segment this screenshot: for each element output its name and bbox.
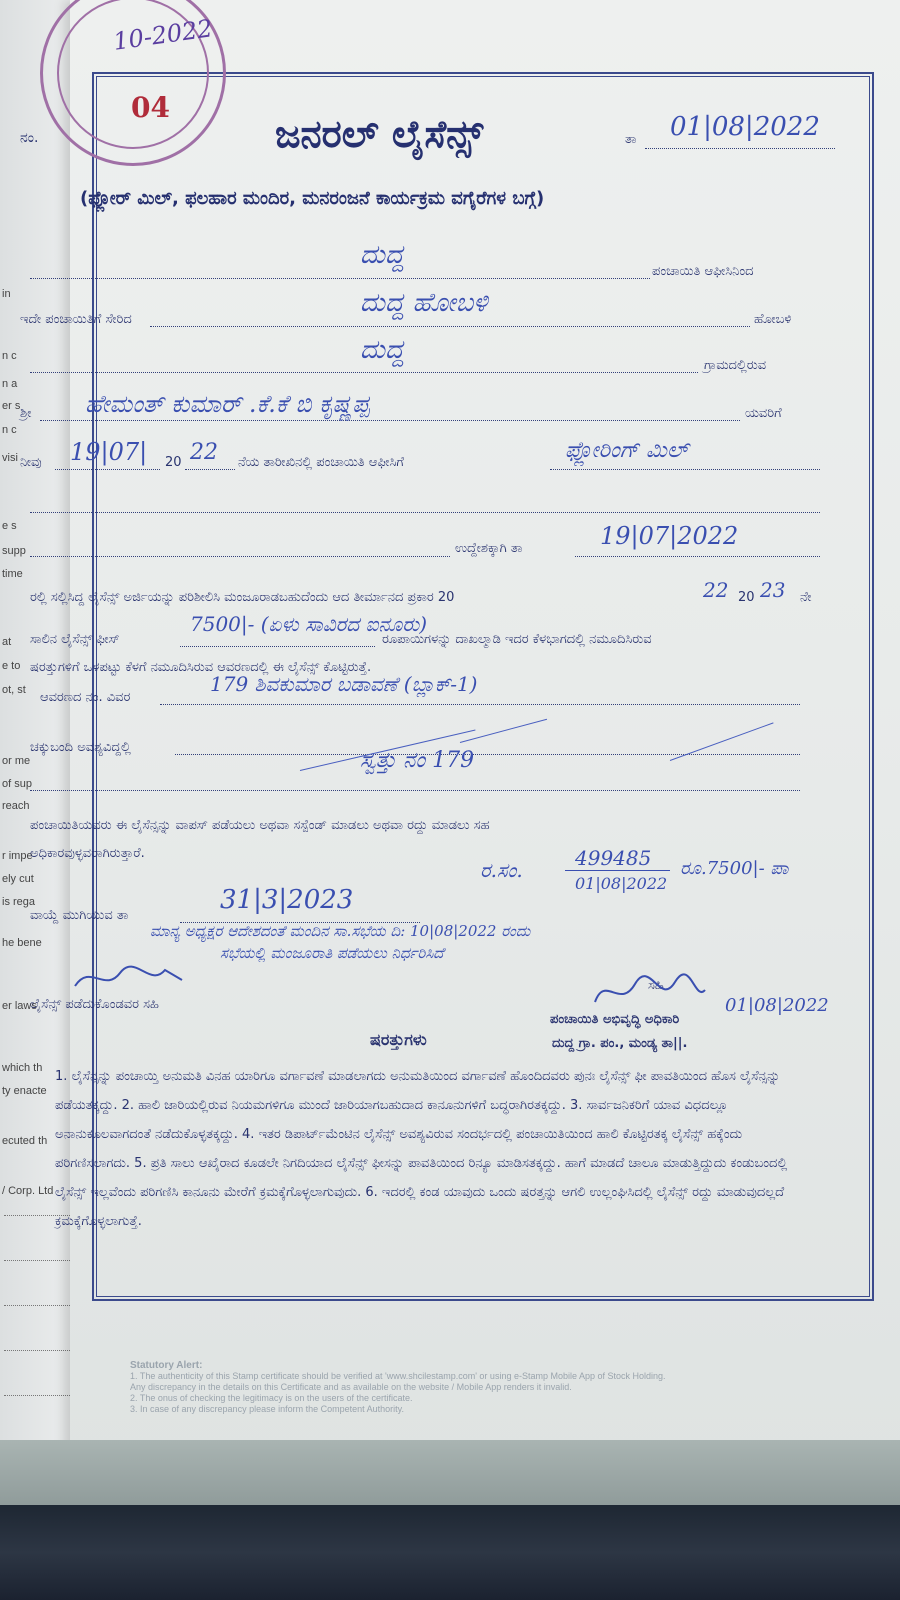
receipt-amount: ರೂ.7500|- ಪಾ xyxy=(680,858,789,879)
left-dotted-line xyxy=(4,1395,74,1396)
panchayat-label: ಪಂಚಾಯಿತಿ ಆಫೀಸಿನಿಂದ xyxy=(652,264,754,279)
holder-sign-label: ಲೈಸೆನ್ಸ್ ಪಡೆದುಕೊಂಡವರ ಸಹಿ xyxy=(30,997,159,1012)
left-fragment: reach xyxy=(2,800,30,812)
receipt-number: 499485 xyxy=(575,846,652,870)
council-note-line-1: ಮಾನ್ಯ ಅಧ್ಯಕ್ಷರ ಆದೇಶದಂತೆ ಮಂದಿನ ಸಾ.ಸಭೆಯ ದಿ: 10|08|2022 ರಂದು xyxy=(150,922,531,940)
officer-signature xyxy=(590,972,710,1012)
panchayat-value: ದುದ್ದ xyxy=(360,240,405,270)
statutory-line: 1. The authenticity of this Stamp certificate should be verified at 'www.shcilestamp.com' or using e-Stamp Mobile App of Stock Holding. xyxy=(130,1371,666,1381)
applicant-name: ಹೇಮಂತ್ ಕುಮಾರ್ .ಕೆ.ಕೆ ಬಿ ಕೃಷ್ಣಪ್ಪ xyxy=(85,390,370,418)
conditions-text: ಷರತ್ತುಗಳಿಗೆ ಒಳಪಟ್ಟು ಕೆಳಗೆ ನಮೂದಿಸಿರುವ ಆವರಣದಲ್ಲಿ ಈ ಲೈಸೆನ್ಸ್ ಕೊಟ್ಟಿರುತ್ತೆ. xyxy=(30,660,372,675)
region-value: ದುದ್ದ ಹೋಬಳಿ xyxy=(360,288,488,318)
left-fragment: er laws xyxy=(2,1000,37,1012)
para1-text: ರಲ್ಲಿ ಸಲ್ಲಿಸಿದ್ದ ಲೈಸೆನ್ಸ್ ಅರ್ಜಿಯನ್ನು ಪರಿಶೀಲಿಸಿ ಮಂಜೂರಾಡಬಹುದೆಂದು ಆದ ತೀರ್ಮಾನದ ಪ್ರಕಾರ 20 xyxy=(30,590,455,605)
year-to: 23 xyxy=(760,578,786,602)
premises-value: 179 ಶಿವಕುಮಾರ ಬಡಾವಣೆ (ಬ್ಲಾಕ್-1) xyxy=(210,672,478,696)
fee-line xyxy=(180,646,375,647)
purpose-date: 19|07|2022 xyxy=(600,522,739,550)
purpose-label: ಉದ್ದೇಶಕ್ಕಾಗಿ ತಾ xyxy=(455,541,523,556)
left-fragment: ely cut xyxy=(2,873,34,885)
boundary-line-2 xyxy=(30,790,800,791)
year-from: 22 xyxy=(703,578,729,602)
to-label: ಯವರಿಗೆ xyxy=(745,406,782,421)
expiry-label: ವಾಯ್ದೆ ಮುಗಿಯುವ ತಾ xyxy=(30,908,129,923)
left-fragment: supp xyxy=(2,545,26,557)
year-prefix: 20 xyxy=(165,455,182,470)
village-label: ಗ್ರಾಮದಲ್ಲಿರುವ xyxy=(704,358,767,373)
date-line xyxy=(645,148,835,149)
left-fragment: ot, st xyxy=(2,684,26,696)
fee-prefix: ಸಾಲಿನ ಲೈಸೆನ್ಸ್ ಫೀಸ್ xyxy=(30,632,120,647)
document-subtitle: (ಫ್ಲೋರ್ ಮಿಲ್, ಫಲಹಾರ ಮಂದಿರ, ಮನರಂಜನೆ ಕಾರ್ಯಕ್ರಮ ವಗೈರೆಗಳ ಬಗ್ಗೆ) xyxy=(80,188,545,209)
statutory-alert xyxy=(130,1360,666,1415)
receipt-label: ರ.ಸಂ. xyxy=(480,858,523,882)
statutory-title: Statutory Alert: xyxy=(130,1360,203,1371)
blank-line xyxy=(30,512,820,513)
app-year-line xyxy=(185,469,235,470)
conditions-heading: ಷರತ್ತುಗಳು xyxy=(370,1030,427,1049)
left-fragment: n c xyxy=(2,350,17,362)
village-value: ದುದ್ದ xyxy=(360,335,405,365)
left-fragment: at xyxy=(2,636,12,648)
left-fragment: e s xyxy=(2,520,17,532)
left-fragment: ty enacte xyxy=(2,1085,47,1097)
background-cloth xyxy=(0,1505,900,1600)
app-date-line xyxy=(55,469,160,470)
officer-title: ಪಂಚಾಯಿತಿ ಅಭಿವೃದ್ಧಿ ಅಧಿಕಾರಿ xyxy=(550,1012,680,1027)
receipt-divider xyxy=(565,870,670,871)
officer-office: ದುದ್ದ ಗ್ರಾ. ಪಂ., ಮಂಡ್ಯ ತಾ||. xyxy=(552,1036,688,1051)
left-fragment: r impe xyxy=(2,850,33,862)
shri-label: ಶ್ರೀ xyxy=(20,406,32,421)
application-year: 22 xyxy=(190,440,218,465)
conditions-body: 1. ಲೈಸೆನ್ಸನ್ನು ಪಂಚಾಯ್ತಿ ಅನುಮತಿ ವಿನಹ ಯಾರಿಗೂ ವರ್ಗಾವಣೆ ಮಾಡಲಾಗದು ಅನುಮತಿಯಿಂದ ವರ್ಗಾವಣೆ ಹೊಂದಿದವರು ಪುನಃ ಲೈಸೆನ್ಸ್ ಫೀ ಪಾವತಿಯಿಂದ ಹೊಸ ಲೈಸೆನ್ಸನ್ನು ಪಡೆಯತಕ್ಕದ್ದು. 2. ಹಾಲಿ ಜಾರಿಯಲ್ಲಿರುವ ನಿಯಮಗಳಿಗೂ ಮುಂದೆ ಜಾರಿಯಾಗಬಹುದಾದ ಕಾನೂನುಗಳಿಗೆ ಬದ್ಧರಾಗಿರತಕ್ಕದ್ದು. 3. ಸಾರ್ವಜನಿಕರಿಗೆ ಯಾವ ವಿಧದಲ್ಲೂ ಅನಾನುಕೂಲವಾಗದಂತೆ ನಡೆದುಕೊಳ್ಳತಕ್ಕದ್ದು. 4. ಇತರ ಡಿಪಾರ್ಟ್‌ಮೆಂಟಿನ ಲೈಸೆನ್ಸ್ ಅವಶ್ಯವಿರುವ ಸಂದರ್ಭದಲ್ಲಿ ಪಂಚಾಯಿತಿಯಿಂದ ಹಾಲಿ ಕೊಟ್ಟಿರತಕ್ಕ ಲೈಸೆನ್ಸ್ ಹಕ್ಕೆಂದು ಪರಿಗಣಿಸಲಾಗದು. 5. ಪ್ರತಿ ಸಾಲು ಆಖೈರಾದ ಕೂಡಲೇ ನಿಗದಿಯಾದ ಲೈಸೆನ್ಸ್ ಫೀಸನ್ನು ಪಾವತಿಯಿಂದ ರಿನ್ಯೂ ಮಾಡಿಸತಕ್ಕದ್ದು. ಹಾಗೆ ಮಾಡದೆ ಚಾಲೂ ಮಾಡುತ್ತಿದ್ದುದು ಕಂಡುಬಂದಲ್ಲಿ ಲೈಸೆನ್ಸ್ ಇಲ್ಲವೆಂದು ಪರಿಗಣಿಸಿ ಕಾನೂನು ಮೇರೆಗೆ ಕ್ರಮಕ್ಕೆಗೊಳ್ಳಲಾಗುವುದು. 6. ಇದರಲ್ಲಿ ಕಂಡ ಯಾವುದು ಒಂದು ಷರತ್ತನ್ನು ಆಗಲಿ ಉಲ್ಲಂಘಿಸಿದಲ್ಲಿ ಲೈಸೆನ್ಸ್ ರದ್ದು ಮಾಡುವುದಲ್ಲದೆ ಕ್ರಮಕ್ಕೆಗೊಳ್ಳಲಾಗುತ್ತೆ. xyxy=(55,1069,788,1229)
you-label: ನೀವು xyxy=(20,455,42,470)
statutory-line: Any discrepancy in the details on this Certificate and as available on the website / Mobile App renders it invalid. xyxy=(130,1382,572,1392)
authority-text-2: ಅಧಿಕಾರವುಳ್ಳವರಾಗಿರುತ್ತಾರೆ. xyxy=(30,846,145,861)
left-dotted-line xyxy=(4,1260,74,1261)
left-fragment: or me xyxy=(2,755,31,767)
officer-sign-date: 01|08|2022 xyxy=(725,995,829,1016)
issue-date: 01|08|2022 xyxy=(670,112,820,142)
left-dotted-line xyxy=(4,1305,74,1306)
year-to-prefix: 20 xyxy=(738,590,755,605)
region-line xyxy=(150,326,750,327)
boundary-line xyxy=(175,754,800,755)
statutory-line: 3. In case of any discrepancy please inform the Competent Authority. xyxy=(130,1404,404,1414)
stamp-date: 10-2022 xyxy=(111,14,215,56)
boundary-label: ಚಕ್ಕುಬಂದಿ ಅವಶ್ಯವಿದ್ದಲ್ಲಿ xyxy=(30,740,131,755)
panchayat-line xyxy=(30,278,650,279)
document-title: ಜನರಲ್ ಲೈಸೆನ್ಸ್ xyxy=(275,112,484,156)
left-fragment: time xyxy=(2,568,23,580)
left-fragment: / Corp. Ltd xyxy=(2,1185,54,1197)
expiry-date: 31|3|2023 xyxy=(220,885,354,915)
holder-signature xyxy=(70,958,190,998)
number-label: ನಂ. xyxy=(20,130,39,146)
blank-line xyxy=(30,556,450,557)
stamp-number: 04 xyxy=(131,91,170,124)
application-date: 19|07| xyxy=(70,438,148,466)
left-fragment: n c xyxy=(2,424,17,436)
name-line xyxy=(40,420,740,421)
survey-number: ಸ್ವತ್ತು ನಂ 179 xyxy=(360,748,475,773)
left-fragment: visi xyxy=(2,452,18,464)
village-line xyxy=(30,372,698,373)
left-dotted-line xyxy=(4,1350,74,1351)
premises-line xyxy=(160,704,800,705)
file-cover xyxy=(0,1440,900,1510)
purpose-date-line xyxy=(575,556,820,557)
left-fragment: in xyxy=(2,288,11,300)
sign-label: ಸಹಿ xyxy=(648,978,664,993)
purpose-value: ಫ್ಲೋರಿಂಗ್ ಮಿಲ್ xyxy=(565,438,689,463)
ne-suffix: ನೇ xyxy=(800,590,812,605)
purpose-line xyxy=(550,469,820,470)
date-label: ತಾ xyxy=(625,132,637,147)
council-note-line-2: ಸಭೆಯಲ್ಲಿ ಮಂಜೂರಾತಿ ಪಡೆಯಲು ನಿರ್ಧರಿಸಿದೆ xyxy=(220,944,444,962)
date-text: ನೆಯ ತಾರೀಖಿನಲ್ಲಿ ಪಂಚಾಯಿತಿ ಆಫೀಸಿಗೆ xyxy=(238,455,404,470)
left-fragment: n a xyxy=(2,378,18,390)
fee-value: 7500|- (ಏಳು ಸಾವಿರದ ಐನೂರು) xyxy=(190,612,428,636)
left-fragment: ecuted th xyxy=(2,1135,48,1147)
left-fragment: which th xyxy=(2,1062,43,1074)
authority-text: ಪಂಚಾಯಿತಿಯವರು ಈ ಲೈಸೆನ್ಸನ್ನು ವಾಪಸ್ ಪಡೆಯಲು ಅಥವಾ ಸಸ್ಪೆಂಡ್ ಮಾಡಲು ಅಥವಾ ರದ್ದು ಮಾಡಲು ಸಹ xyxy=(30,818,490,833)
statutory-line: 2. The onus of checking the legitimacy is on the users of the certificate. xyxy=(130,1393,413,1403)
left-fragment: e to xyxy=(2,660,21,672)
region-prefix: ಇದೇ ಪಂಚಾಯಿತಿಗೆ ಸೇರಿದ xyxy=(20,312,132,327)
left-fragment: he bene xyxy=(2,937,42,949)
fee-suffix: ರೂಪಾಯಿಗಳನ್ನು ದಾಖಲ್ಮಾಡಿ ಇದರ ಕೆಳಭಾಗದಲ್ಲಿ ನಮೂದಿಸಿರುವ xyxy=(382,632,652,647)
receipt-date: 01|08|2022 xyxy=(575,874,668,893)
left-fragment: is rega xyxy=(2,896,36,908)
left-fragment: of sup xyxy=(2,778,32,790)
hobali-label: ಹೋಬಳಿ xyxy=(754,312,792,327)
premises-label: ಆವರಣದ ನಂ. ವಿವರ xyxy=(40,690,131,705)
left-fragment: er s xyxy=(2,400,21,412)
